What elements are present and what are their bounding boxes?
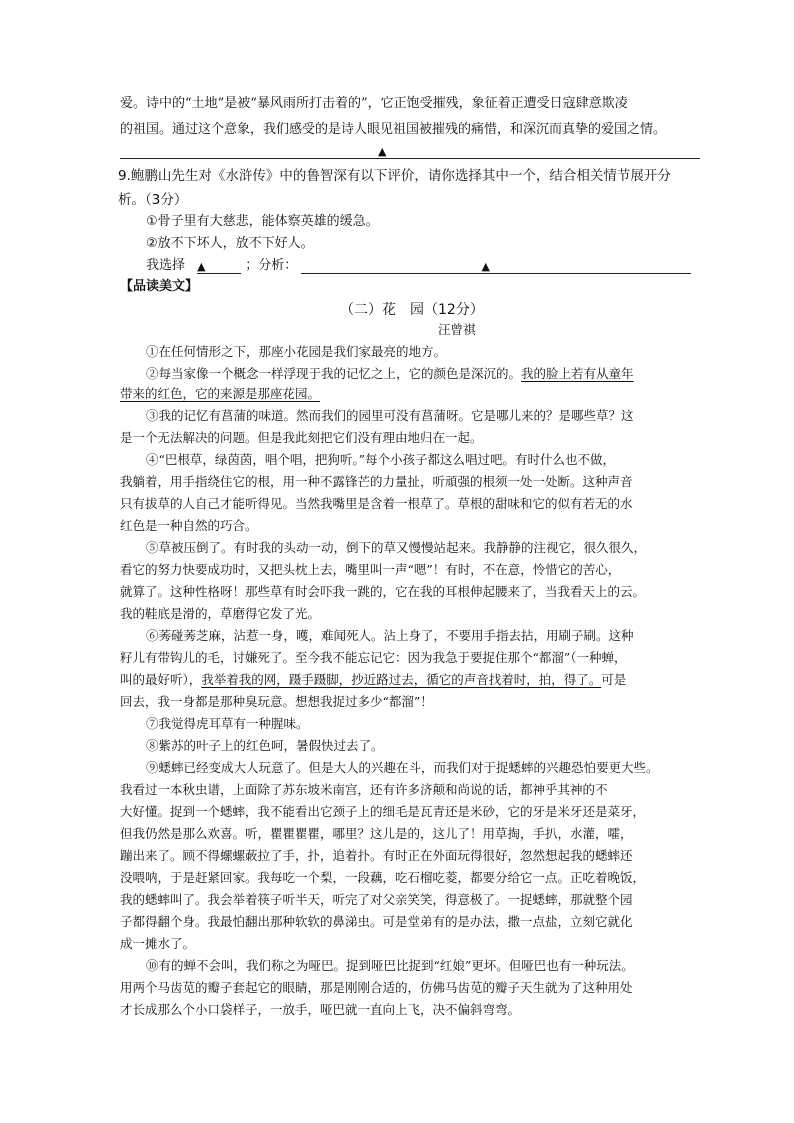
- paragraph-1: ①在任何情形之下，那座小花园是我们家最亮的地方。: [146, 344, 447, 359]
- paragraph-6-underlined: 我举着我的网，蹑手蹑脚，抄近路过去，循它的声音找着时，拍，得了。: [201, 672, 602, 687]
- paragraph-2-underlined-a: 我的脸上若有从童年: [521, 366, 634, 381]
- paragraph-2-line-2: [120, 386, 320, 402]
- analysis-marker: ▲: [481, 260, 490, 273]
- question-9-option-2: ②放不下坏人，放不下好人。: [146, 236, 314, 251]
- paragraph-9-line-1: ⑨蟋蟀已经变成大人玩意了。但是大人的兴趣在斗，而我们对于捉蟋蟀的兴趣恐怕要更大些。: [146, 760, 659, 775]
- paragraph-6-line-4: 回去，我一身都是那种臭玩意。想想我捉过多少“都溜”！: [120, 694, 433, 709]
- paragraph-9-line-8: 子都得翻个身。我最怕翻出那种软软的鼻涕虫。可是堂弟有的是办法，撒一点盐，立刻它就化: [120, 914, 633, 929]
- analysis-blank[interactable]: [301, 259, 691, 274]
- paragraph-4-line-3: 只有拔草的人自己才能听得见。当然我嘴里是含着一根草了。草根的甜味和它的似有若无的水: [120, 496, 633, 511]
- paragraph-9-line-5: 蹦出来了。顾不得螺螺蓛拉了手，扑，追着扑。有时正在外面玩得很好，忽然想起我的蟋蟀还: [120, 848, 633, 863]
- article-author: 汪曾祺: [438, 322, 476, 337]
- paragraph-6-line-3: [120, 672, 626, 688]
- answer-line-2: 的祖国。通过这个意象，我们感受的是诗人眼见祖国被摧残的痛惜，和深沉而真挚的爱国之情。: [120, 122, 667, 137]
- question-9-option-1: ①骨子里有大慈悲，能体察英雄的缓急。: [146, 214, 379, 229]
- paragraph-7: ⑦我觉得虎耳草有一种腥味。: [146, 716, 309, 731]
- paragraph-4-line-1: ④“巴根草，绿茵茵，唱个唱，把狗听。”每个小孩子都这么唱过吧。有时什么也不做，: [146, 452, 616, 467]
- paragraph-10-line-1: ⑩有的蝉不会叫，我们称之为哑巴。捉到哑巴比捉到“红娘”更坏。但哑巴也有一种玩法。: [146, 958, 634, 973]
- paragraph-10-line-2: 用两个马齿苋的瓣子套起它的眼睛，那是刚刚合适的，仿佛马齿苋的瓣子天生就为了这种用处: [120, 980, 633, 995]
- paragraph-9-line-3: 大好懂。捉到一个蟋蟀，我不能看出它颈子上的细毛是瓦青还是米砂，它的牙是米牙还是菜牙，: [120, 804, 646, 819]
- paragraph-2-text: ②每当家像一个概念一样浮现于我的记忆之上，它的颜色是深沉的。: [146, 366, 522, 381]
- choice-marker: ▲: [197, 260, 206, 273]
- choice-blank[interactable]: [197, 259, 241, 274]
- answer-line-1: 爱。诗中的“土地”是被“暴风雨所打击着的”，它正饱受摧残，象征着正遭受日寇肆意欺凌: [120, 96, 628, 111]
- article-title: （二）花 园（12分）: [340, 302, 484, 318]
- paragraph-5-line-3: 就算了。这种性格呀！那些草有时会吓我一跳的，它在我的耳根伸起腰来了，当我看天上的云。: [120, 584, 646, 599]
- paragraph-10-line-3: 才长成那么个小口袋样子，一放手，哑巴就一直向上飞，决不偏斜弯弯。: [120, 1002, 521, 1017]
- choose-label: 我选择: [146, 258, 186, 273]
- paragraph-9-line-6: 没喂呐，于是赶紧回家。我每吃一个梨，一段藕，吃石榴吃菱，都要分给它一点。正吃着晚饭，: [120, 870, 646, 885]
- paragraph-4-line-2: 我躺着，用手指绕住它的根，用一种不露锋芒的力量扯，听頑强的根须一处一处断。这种声音: [120, 474, 633, 489]
- analysis-label: ；分析：: [245, 258, 298, 273]
- answer-marker: ▲: [378, 145, 387, 158]
- divider-rule: [120, 158, 700, 159]
- paragraph-6-line-2: 籽儿有带钩儿的毛，讨嫌死了。至今我不能忘记它：因为我急于要捉住那个“都溜”（一种蝉，: [120, 650, 627, 665]
- paragraph-6-line-1: ⑥莠碰莠芝麻，沾惹一身，嚄，难闻死人。沾上身了，不要用手指去拈，用刷子刷。这种: [146, 628, 634, 643]
- paragraph-6-tail: 可是: [601, 672, 627, 687]
- paragraph-5-line-4: 我的鞋底是滑的，草磨得它发了光。: [120, 606, 321, 621]
- paragraph-5-line-2: 看它的努力快要成功时，又把头枕上去，嘴里叫一声“嗯”！有时，不在意，怜惜它的苦心，: [120, 562, 621, 577]
- section-heading: 【品读美文】: [120, 279, 199, 294]
- paragraph-3-line-2: 是一个无法解决的问题。但是我此刻把它们没有理由地归在一起。: [120, 430, 483, 445]
- paragraph-2-underlined-b: 带来的红色，它的来源是那座花园。: [120, 386, 321, 401]
- paragraph-3-line-1: ③我的记忆有菖蒲的味道。然而我们的园里可没有菖蒲呀。它是哪儿来的？是哪些草？这: [146, 408, 634, 423]
- paragraph-9-line-4: 但我仍然是那么欢喜。听，瞿瞿瞿瞿，哪里？这儿是的，这儿了！用草掏，手扒，水灌，嚯，: [120, 826, 633, 841]
- paragraph-9-line-2: 我看过一本秋虫谱，上面除了苏东坡米南宫，还有许多济颠和尚说的话，都神乎其神的不: [120, 782, 608, 797]
- paragraph-6-text: 叫的最好听），: [120, 672, 202, 687]
- paragraph-4-line-4: 红色是一种自然的巧合。: [120, 518, 258, 533]
- paragraph-9-line-7: 我的蟋蟀叫了。我会举着筷子听半天，听完了对父亲笑笑，得意极了。一捉蟋蟀，那就整个园: [120, 892, 633, 907]
- answer-row: [146, 258, 691, 274]
- paragraph-5-line-1: ⑤草被压倒了。有时我的头动一动，倒下的草又慢慢站起来。我静静的注视它，很久很久，: [146, 540, 647, 555]
- paragraph-9-line-9: 成一摊水了。: [120, 936, 196, 951]
- paragraph-2-line-1: [146, 366, 634, 382]
- paragraph-8: ⑧紫苏的叶子上的红色呵，暑假快过去了。: [146, 738, 384, 753]
- question-9-line-2: 析。（3分）: [118, 192, 188, 208]
- question-9-line-1: 9.鲍鹏山先生对《水浒传》中的鲁智深有以下评价，请你选择其中一个，结合相关情节展开分: [118, 168, 671, 184]
